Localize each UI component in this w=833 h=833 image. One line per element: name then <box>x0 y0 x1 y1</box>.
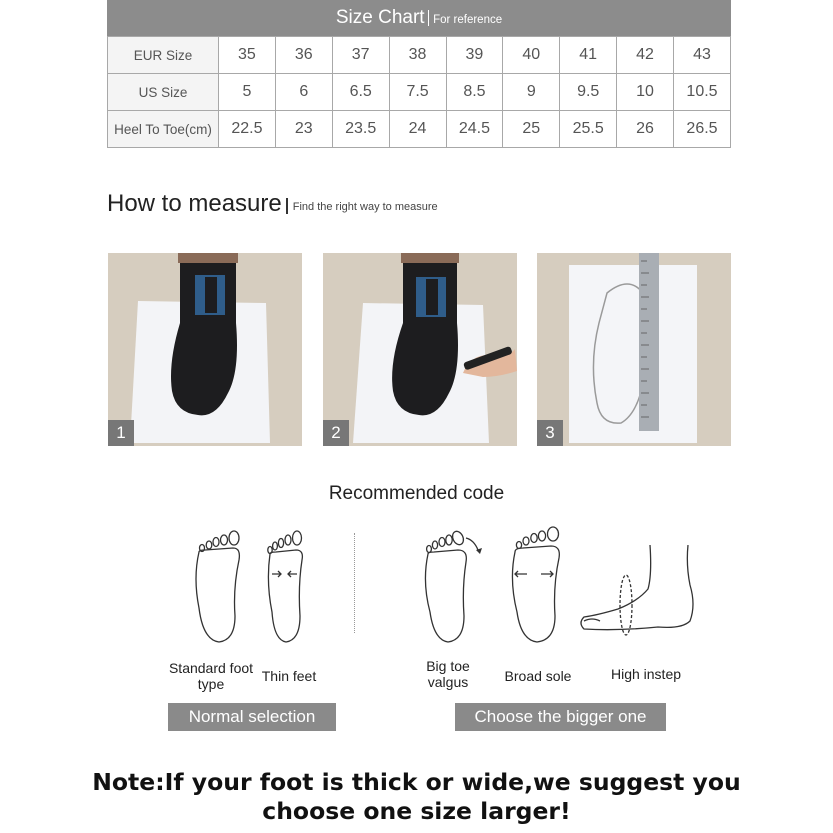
table-cell: 10.5 <box>674 74 731 111</box>
table-cell: 39 <box>446 37 503 74</box>
table-cell: 25.5 <box>560 111 617 148</box>
table-cell: 37 <box>332 37 389 74</box>
thin-foot-icon <box>264 528 308 646</box>
row-label: Heel To Toe(cm) <box>108 111 219 148</box>
table-cell: 8.5 <box>446 74 503 111</box>
table-cell: 26.5 <box>674 111 731 148</box>
table-cell: 35 <box>219 37 276 74</box>
table-cell: 6 <box>275 74 332 111</box>
high-instep-label: High instep <box>610 666 682 682</box>
table-cell: 9 <box>503 74 560 111</box>
table-cell: 42 <box>617 37 674 74</box>
step-3-photo <box>537 253 731 446</box>
table-cell: 24 <box>389 111 446 148</box>
table-cell: 43 <box>674 37 731 74</box>
table-cell: 6.5 <box>332 74 389 111</box>
table-cell: 23.5 <box>332 111 389 148</box>
table-cell: 5 <box>219 74 276 111</box>
section-divider <box>354 533 355 633</box>
table-cell: 7.5 <box>389 74 446 111</box>
table-cell: 22.5 <box>219 111 276 148</box>
step-number-badge: 3 <box>537 420 563 446</box>
recommended-code-title: Recommended code <box>328 483 505 504</box>
table-cell: 9.5 <box>560 74 617 111</box>
how-to-measure-title: How to measure <box>107 190 282 217</box>
measuring-outline-illustration <box>537 253 731 446</box>
size-chart-title: Size Chart <box>335 7 425 28</box>
table-cell: 23 <box>275 111 332 148</box>
how-to-measure-subtitle: Find the right way to measure <box>292 201 438 213</box>
size-chart-subtitle: For reference <box>433 14 503 26</box>
sizing-note <box>0 768 833 826</box>
table-row-heel-to-toe <box>108 111 731 148</box>
tracing-foot-illustration <box>323 253 517 446</box>
broad-sole-icon <box>509 524 565 646</box>
note-line-1: Note:If your foot is thick or wide,we suggest you <box>92 768 741 796</box>
standard-foot-icon <box>191 528 243 646</box>
table-row-us <box>108 74 731 111</box>
big-toe-valgus-icon <box>420 528 484 646</box>
high-instep-icon <box>578 545 700 643</box>
step-2-photo <box>323 253 517 446</box>
step-1-photo <box>108 253 302 446</box>
table-cell: 24.5 <box>446 111 503 148</box>
size-chart-header <box>107 0 731 36</box>
step-number-badge: 1 <box>108 420 134 446</box>
table-cell: 38 <box>389 37 446 74</box>
broad-sole-label: Broad sole <box>504 668 572 684</box>
choose-bigger-button: Choose the bigger one <box>455 703 666 731</box>
row-label: EUR Size <box>108 37 219 74</box>
title-separator <box>286 198 288 214</box>
step-number-badge: 2 <box>323 420 349 446</box>
table-cell: 36 <box>275 37 332 74</box>
row-label: US Size <box>108 74 219 111</box>
table-cell: 26 <box>617 111 674 148</box>
how-to-measure-heading <box>107 190 438 218</box>
title-separator <box>428 10 430 26</box>
table-cell: 25 <box>503 111 560 148</box>
standard-foot-label: Standard foot type <box>168 660 254 692</box>
table-row-eur <box>108 37 731 74</box>
big-toe-valgus-label: Big toe valgus <box>426 658 470 690</box>
foot-on-paper-illustration <box>108 253 302 446</box>
note-line-2: choose one size larger! <box>262 797 571 825</box>
table-cell: 10 <box>617 74 674 111</box>
table-cell: 41 <box>560 37 617 74</box>
table-cell: 40 <box>503 37 560 74</box>
size-chart-table <box>107 36 731 148</box>
normal-selection-button: Normal selection <box>168 703 336 731</box>
thin-feet-label: Thin feet <box>261 668 317 684</box>
